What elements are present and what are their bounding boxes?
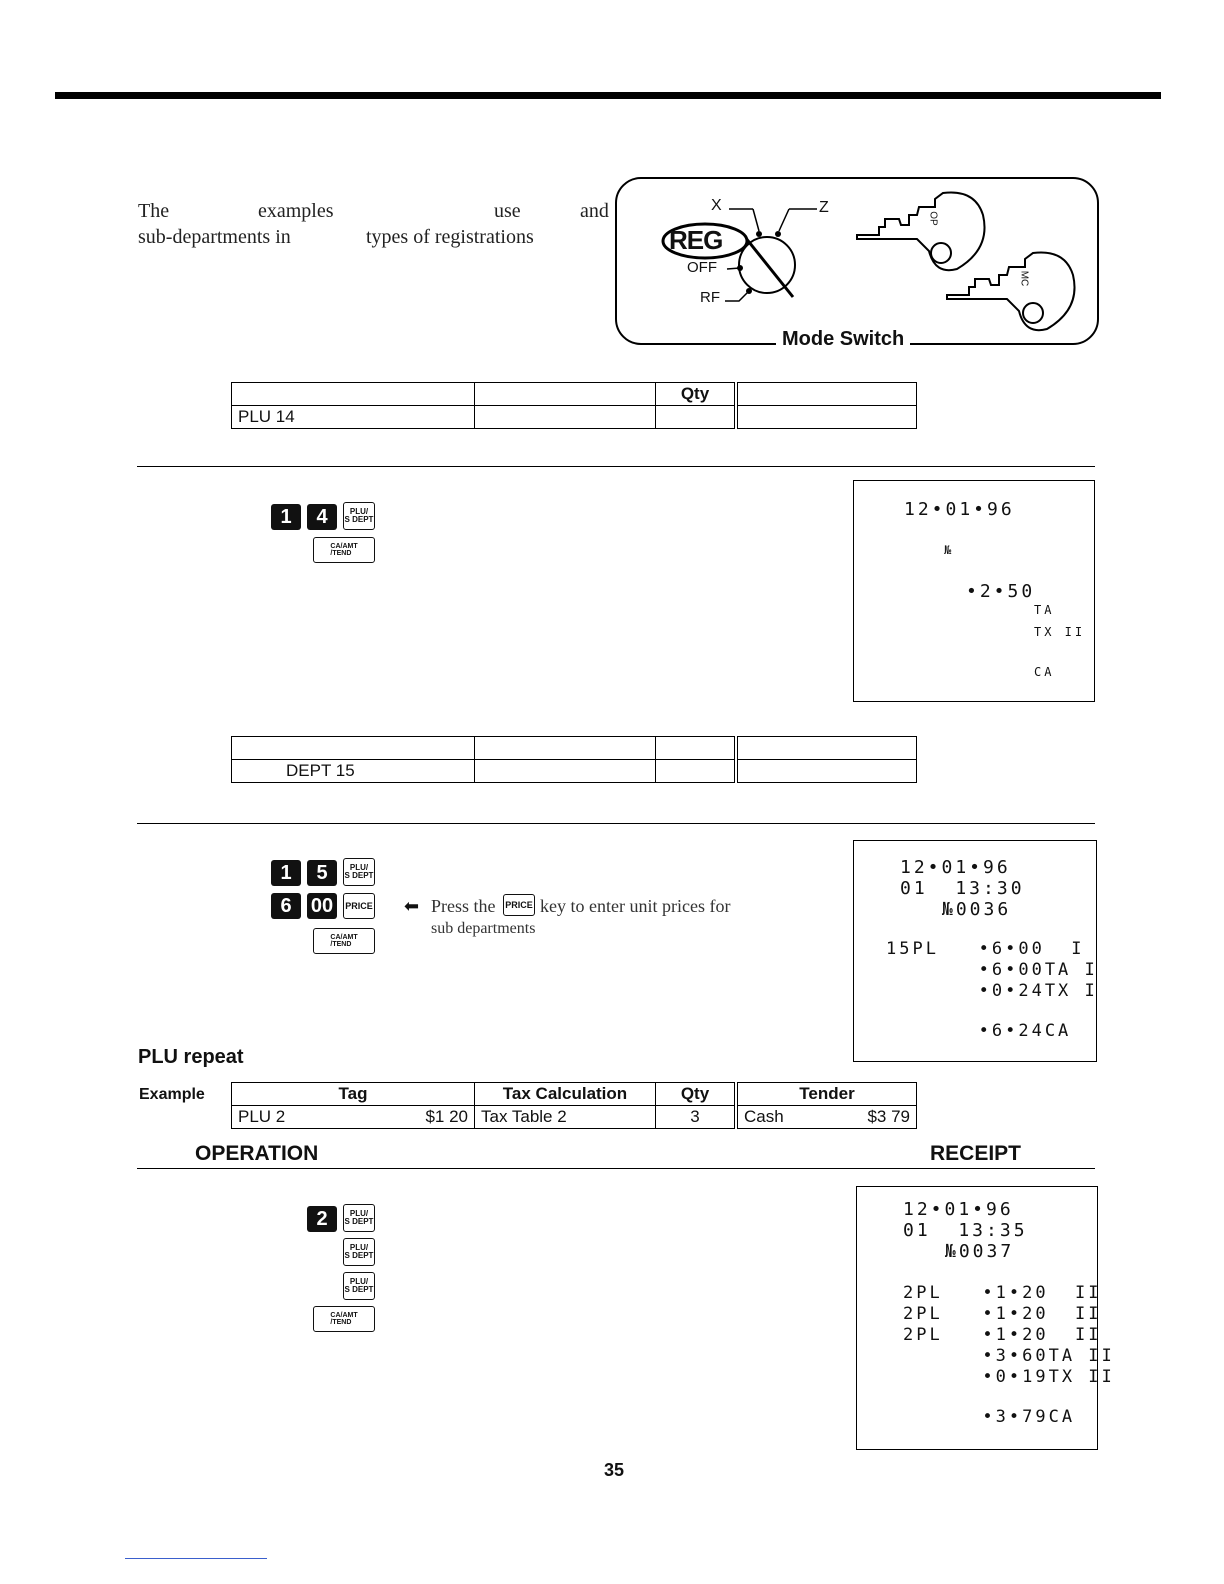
tag-name: PLU 2	[238, 1107, 286, 1126]
ca-amt-tend-key: CA/AMT /TEND	[313, 537, 375, 563]
table-cell	[736, 760, 917, 783]
top-rule	[55, 92, 1161, 99]
price-key: PRICE	[503, 894, 535, 916]
example3-table	[231, 1082, 917, 1129]
table-header-cell: Qty	[656, 383, 737, 406]
receipt-line: TA	[1034, 603, 1055, 617]
receipt-3	[856, 1186, 1115, 1450]
receipt-line: •0•19TX II	[903, 1367, 1115, 1387]
receipt-line: 12•01•96	[903, 1199, 1014, 1220]
table-cell	[475, 760, 656, 783]
example-label: Example	[139, 1086, 205, 1103]
example2-table	[231, 736, 917, 783]
receipt-1	[853, 480, 1095, 702]
receipt-line: 2PL •1•20 II	[903, 1283, 1102, 1303]
mode-position-off: OFF	[687, 259, 717, 276]
section-rule	[137, 466, 1095, 467]
receipt-line: 2PL •1•20 II	[903, 1325, 1102, 1345]
mode-switch-label: Mode Switch	[776, 328, 910, 351]
receipt-heading: RECEIPT	[930, 1142, 1022, 1165]
table-cell	[736, 406, 917, 429]
receipt-line: 12•01•96	[904, 499, 1015, 520]
receipt-line: 01 13:35	[903, 1220, 1028, 1241]
table-header-cell: Tag	[232, 1083, 475, 1106]
receipt-line: 2PL •1•20 II	[903, 1304, 1102, 1324]
section-rule	[137, 823, 1095, 824]
table-cell: Tax Table 2	[475, 1106, 656, 1129]
key-1: 1	[271, 504, 301, 530]
plu-key: PLU/ S DEPT	[343, 858, 375, 886]
table-header-cell	[736, 737, 917, 760]
page-number: 35	[604, 1460, 625, 1480]
intro-word: use	[494, 200, 521, 222]
table-cell	[475, 406, 656, 429]
footer-link-rule	[125, 1558, 267, 1559]
mode-position-rf: RF	[700, 289, 720, 306]
op-key-label: OP	[927, 211, 939, 226]
table-header-cell: Tender	[736, 1083, 917, 1106]
table-header-cell	[232, 737, 475, 760]
receipt-line: 12•01•96	[900, 857, 1011, 878]
key-1: 1	[271, 860, 301, 886]
mode-position-z: Z	[819, 199, 829, 216]
table-header-cell	[475, 737, 656, 760]
tag-price: $1 20	[425, 1107, 468, 1126]
receipt-line: •3•79CA	[903, 1407, 1076, 1427]
receipt-line: 15PL •6•00 I	[886, 939, 1085, 959]
note-text: Press the	[431, 896, 496, 916]
receipt-line: 01 13:30	[900, 878, 1025, 899]
table-cell: PLU 14	[232, 406, 475, 429]
mc-key-label: MC	[1018, 270, 1030, 287]
intro-word: sub-departments in	[138, 226, 291, 248]
intro-word: The	[138, 200, 170, 222]
ca-amt-tend-key: CA/AMT /TEND	[313, 1306, 375, 1332]
tender-amount: $3 79	[867, 1107, 910, 1126]
example1-table	[231, 382, 917, 429]
mode-position-reg: REG	[669, 225, 723, 255]
intro-text	[138, 198, 618, 258]
receipt-2	[853, 840, 1097, 1062]
mode-position-x: X	[711, 197, 722, 214]
table-cell	[232, 1106, 475, 1129]
key-2: 2	[307, 1206, 337, 1232]
plu-key: PLU/ S DEPT	[343, 1204, 375, 1232]
plu-key: PLU/ S DEPT	[343, 502, 375, 530]
price-key: PRICE	[343, 893, 375, 919]
intro-word: types of registrations	[366, 226, 534, 248]
table-cell	[656, 406, 737, 429]
key-6: 6	[271, 893, 301, 919]
section-rule	[137, 1168, 1095, 1169]
table-cell	[736, 1106, 917, 1129]
table-header-cell	[232, 383, 475, 406]
arrow-left-icon: ⬅	[404, 896, 420, 916]
plu-key: PLU/ S DEPT	[343, 1272, 375, 1300]
table-cell: DEPT 15	[232, 760, 475, 783]
key-4: 4	[307, 504, 337, 530]
ca-amt-tend-key: CA/AMT /TEND	[313, 928, 375, 954]
intro-word: and	[580, 200, 609, 222]
receipt-line: CA	[1034, 665, 1055, 679]
key-5: 5	[307, 860, 337, 886]
tender-type: Cash	[744, 1107, 784, 1126]
note-text: key to enter unit prices for	[540, 896, 731, 916]
receipt-line: №0036	[942, 899, 1012, 920]
receipt-line: •6•24CA	[886, 1021, 1072, 1041]
note-text: sub departments	[431, 920, 536, 937]
plu-key: PLU/ S DEPT	[343, 1238, 375, 1266]
receipt-line: •0•24TX I	[886, 981, 1098, 1001]
receipt-line: •2•50	[966, 581, 1036, 602]
receipt-line: TX II	[1034, 625, 1086, 639]
table-header-cell	[736, 383, 917, 406]
key-00: 00	[307, 893, 337, 919]
receipt-line: •3•60TA II	[903, 1346, 1115, 1366]
receipt-line: №	[944, 543, 955, 557]
table-cell: 3	[656, 1106, 737, 1129]
table-header-cell: Qty	[656, 1083, 737, 1106]
table-cell	[656, 760, 737, 783]
receipt-line: №0037	[945, 1241, 1015, 1262]
table-header-cell	[475, 383, 656, 406]
section-title: PLU repeat	[138, 1046, 244, 1068]
operation-heading: OPERATION	[195, 1142, 319, 1165]
table-header-cell: Tax Calculation	[475, 1083, 656, 1106]
mode-switch-panel	[615, 177, 1099, 345]
intro-word: examples	[258, 200, 334, 222]
table-header-cell	[656, 737, 737, 760]
receipt-line: •6•00TA I	[886, 960, 1098, 980]
